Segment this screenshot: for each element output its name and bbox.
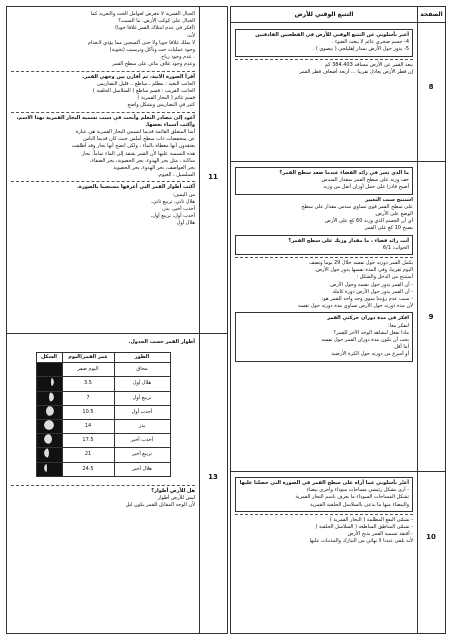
section-8-question: أعبر بأسلوبي عن التتبع الوقني للأرض في الفطعتين الفادقتين xyxy=(255,32,409,38)
first-quarter-icon xyxy=(44,392,54,402)
text-line: . عدم وجود رياح xyxy=(161,54,195,61)
new-moon-icon xyxy=(44,363,54,373)
text-line: لأنه يلقى عندنا لا نهائي من النيازك والمذنبات عليها xyxy=(309,538,413,545)
text-line: خف وزنه على سطح القمر بمقدار السدس xyxy=(321,177,409,184)
left-column xyxy=(6,6,228,634)
section-11-question-phases: أكتب أطوار القمر التي أعرفها مستعينا بالصورة. xyxy=(76,184,195,191)
section-10-question: أعبّر بأسلوبي عما أراه على سطح القمر في الصورة التي حصلنا عليها xyxy=(239,480,409,486)
phase-name-cell: تربيع أول xyxy=(114,391,170,405)
phase-name-cell: هلال أخير xyxy=(114,462,170,476)
table-row xyxy=(36,363,170,377)
moon-age-cell: اليوم صفر xyxy=(62,363,114,377)
text-line: أستنتج من الدخل والشكل : xyxy=(356,274,413,281)
text-line: أحدب أول، تربيع أول، xyxy=(150,213,195,220)
page-number-13: 13 xyxy=(208,473,218,481)
section-9-question-1: ما الذي تغير في زائد الفضاء عندما صعد سطح القمر؟ xyxy=(279,170,409,176)
full-moon-icon xyxy=(44,420,54,430)
table-row xyxy=(36,420,170,434)
moon-age-cell: 14 xyxy=(62,420,114,434)
table-row xyxy=(36,462,170,476)
moon-age-cell: 24.5 xyxy=(62,462,114,476)
last-quarter-icon xyxy=(44,448,54,458)
waning-crescent-icon xyxy=(44,463,54,473)
text-line: يبعد القمر عن الأرض مسافة 384.403 كم xyxy=(324,61,413,68)
text-line: أسا المتعلق القائمة قديما لتسمي البحار القمرية هي عبارة xyxy=(75,129,195,136)
phase-shape-cell xyxy=(36,405,62,419)
text-line: - أرى بشكل رئيسي مساحات سوداء وأخرى بيضاء xyxy=(306,487,409,494)
table-row xyxy=(36,377,170,391)
phase-shape-cell xyxy=(36,420,62,434)
text-line: الجبال على كوكب الأرض، ما السبب؟ xyxy=(118,18,195,25)
text-line: هلال أول xyxy=(176,220,195,227)
phase-name-cell: أحدب أخير xyxy=(114,434,170,448)
section-8 xyxy=(231,25,417,159)
worksheet-page xyxy=(6,6,446,634)
text-line: وعدم وجود غلاف مائي على سطح القمر xyxy=(112,61,195,68)
table-row xyxy=(36,434,170,448)
section-13-question: هل للأرض أطوار؟ xyxy=(151,487,195,494)
table-header: عمر القمر/اليوم xyxy=(62,353,114,363)
text-line: الجانب البعيد : مظلم ـ ساطع .. قليل التضاريس xyxy=(97,80,195,87)
page-number-10: 10 xyxy=(426,533,436,541)
right-column xyxy=(230,6,446,634)
text-line: اليوم تقريبا، وفي المدة نفسها يدور حول الأرض. xyxy=(314,267,413,274)
phase-shape-cell xyxy=(36,363,62,377)
text-line: السلسيل ، الغيوم. xyxy=(157,172,195,179)
table-row xyxy=(36,405,170,419)
text-line: ليس للأرض أطوار xyxy=(157,495,195,502)
table-header: الطور xyxy=(114,353,170,363)
title-column-header: التتبع الوقني للأرض xyxy=(231,7,417,23)
page-number-9: 9 xyxy=(428,313,434,321)
text-line: ماذا نفعل لنشاهد الوجه الآخر للقمر؟ xyxy=(333,329,409,336)
section-9-question-2: استنتج سبب التغيير xyxy=(365,196,413,203)
phase-shape-cell xyxy=(36,377,62,391)
text-line: يعتقدون أنها مغطاة بالماء ، ولكن اتضح أنها بحار وقد أطلقت xyxy=(71,143,195,150)
page-number-11: 11 xyxy=(208,173,218,181)
phase-name-cell: بدر xyxy=(114,420,170,434)
text-line: هلال ثاني، تربيع ثاني، xyxy=(151,198,195,205)
text-line: يكمل القمر دورته حول نفسه خلال 29 يوما ونصف xyxy=(309,260,413,267)
table-row xyxy=(36,391,170,405)
page-column-header: الصفحة xyxy=(417,7,445,23)
text-line: كثير في التضاريس ويشكل واضح xyxy=(127,102,195,109)
section-11 xyxy=(7,9,199,331)
section-9 xyxy=(231,163,417,469)
text-line: - تسمّى البقع المظلمة ( البحار القمرية ) xyxy=(329,516,413,523)
moon-age-cell: 10.5 xyxy=(62,405,114,419)
phase-shape-cell xyxy=(36,462,62,476)
text-line: لأن الوجه المقابل للقمر يكون ليل xyxy=(125,502,195,509)
section-11-question-seas: أعود إلى مصادر التعلم وأبحث في سبب تسمية البحار القمرية بهذا الاسم، وأكتب أسماء بعضها. xyxy=(16,114,195,128)
text-line: على سطح القمر قوى تساوي سدس مقدار على سطح xyxy=(301,203,413,210)
table-row xyxy=(36,448,170,462)
text-line: لا يملك غلافا جويا ولا حتى أكسجين مما يؤدي لانعدام xyxy=(87,39,195,46)
text-line: 4- جسم صخري عائم لا يبعث الضوء . xyxy=(331,39,409,46)
phase-name-cell: أحدب أول xyxy=(114,405,170,419)
text-line: إن قطر الأرض يعادل تقريبا ... أربعة أضعاف قطر القمر xyxy=(299,68,413,75)
phase-shape-cell xyxy=(36,434,62,448)
page-number-column xyxy=(199,7,227,633)
phase-shape-cell xyxy=(36,391,62,405)
text-line: - أن القمر يدور حول نفسه وحول الأرض xyxy=(330,281,413,288)
phase-name-cell: تربيع أخير xyxy=(114,448,170,462)
text-line: والبيضاء منها ما يدعى بالسلاسل الحلقية القمرية xyxy=(309,501,409,508)
moon-age-cell: 3.5 xyxy=(62,377,114,391)
text-line: وجود عمليات حت وتآكل وترسيب (تجوية) xyxy=(109,47,195,54)
section-11-question-compare: أقرأ الصورة الآتية، ثم أقارن بين وجهي القمر. xyxy=(82,73,195,80)
text-line: أو أسرع من دورته حول الكرة الأرضية xyxy=(331,351,409,358)
text-line: (أفكر في عدم امتلاك القمر غلافا جويا) xyxy=(115,25,195,32)
text-line: الجبال القمرية لا تتعرض لعوامل الحت والتعرية كما xyxy=(90,11,195,17)
moon-phases-table xyxy=(36,352,171,477)
text-line: عن منخفضات ذات سطح أملس حيث كان قديما الناس xyxy=(83,136,195,143)
text-line: - تسمّى المناطق الساطعة ( السلاسل الحلقية ) xyxy=(315,524,413,531)
table-header: الشكل xyxy=(36,353,62,363)
moon-age-cell: 7 xyxy=(62,391,114,405)
phase-name-cell: محاق xyxy=(114,363,170,377)
text-line: أحدب أخير، بدر، xyxy=(161,206,195,213)
text-line: 5- يدور حول الأرض بمدار إهليلجي ( بيضوي ) . xyxy=(312,46,409,53)
text-line: يجب أن تكون مدة دوران القمر حول نفسه xyxy=(321,337,409,344)
text-line: لأن مدة دورته حول الأرض تساوي مدة دورته حول نفسه xyxy=(297,303,413,310)
section-10 xyxy=(231,473,417,633)
text-line: الوضع على الأرض. xyxy=(374,211,413,218)
text-line: - سبب عدم رؤيتنا سوى وجه واحد للقمر هو: xyxy=(321,296,413,303)
text-line: لأنه: xyxy=(186,32,195,39)
text-line: قسم غائم ( البحار القمرية ) xyxy=(137,95,195,102)
waxing-gibbous-icon xyxy=(44,406,54,416)
text-line: هذه التسمية عليها لأن القمر يفتقد إلى الماء تماماً. بحار xyxy=(81,150,195,157)
text-line: من اليمين: xyxy=(172,191,195,198)
text-line: - أن القمر يدور حول الأرض دورة كاملة xyxy=(332,288,413,295)
phase-shape-cell xyxy=(36,448,62,462)
text-line: أصبح قادرا على حمل أوزان أثقل من وزنه xyxy=(323,184,409,191)
section-13-title: أطوار القمر حسب الجدول. xyxy=(128,339,195,345)
waxing-crescent-icon xyxy=(44,377,54,387)
section-9-question-5: افكر في مدة دوران حركتي القمر xyxy=(327,315,409,322)
answer-label: الجواب: xyxy=(392,244,409,251)
text-line: يصبح 10 كغ على القمر xyxy=(364,225,413,232)
waning-gibbous-icon xyxy=(44,434,54,444)
text-line: أي أن الجسم الذي وزنه 60 كغ على الأرض xyxy=(324,218,413,225)
answer-value: 6/1 xyxy=(382,244,391,251)
page-number-8: 8 xyxy=(428,83,434,91)
moon-age-cell: 21 xyxy=(62,448,114,462)
text-line: تشكل المساحات السوداء ما يعرف باسم البحار القمرية xyxy=(295,494,409,501)
section-13 xyxy=(7,337,199,631)
text-line: بحر العواصف، بحر الهدوء، بحر الخصوبة xyxy=(113,165,195,172)
text-line: الجانب القريب : قسم ساطع ( السلاسل الحلقية ) xyxy=(92,88,195,95)
section-9-question-3: أنت رائد فضاء ، ما مقدار وزنك على سطح القمر؟ xyxy=(288,237,409,244)
text-line: لنفكر معا: xyxy=(388,322,409,329)
text-line: أما أقل xyxy=(394,344,409,351)
phase-name-cell: هلال أول xyxy=(114,377,170,391)
text-line: ساكنة ، مثل بحر الهدوء، بحر الخصوبة، بحر الصفاء، xyxy=(90,157,195,164)
moon-age-cell: 17.5 xyxy=(62,434,114,448)
text-line: - أفتقد تسمية القمر بدبح الأرض xyxy=(347,531,413,538)
